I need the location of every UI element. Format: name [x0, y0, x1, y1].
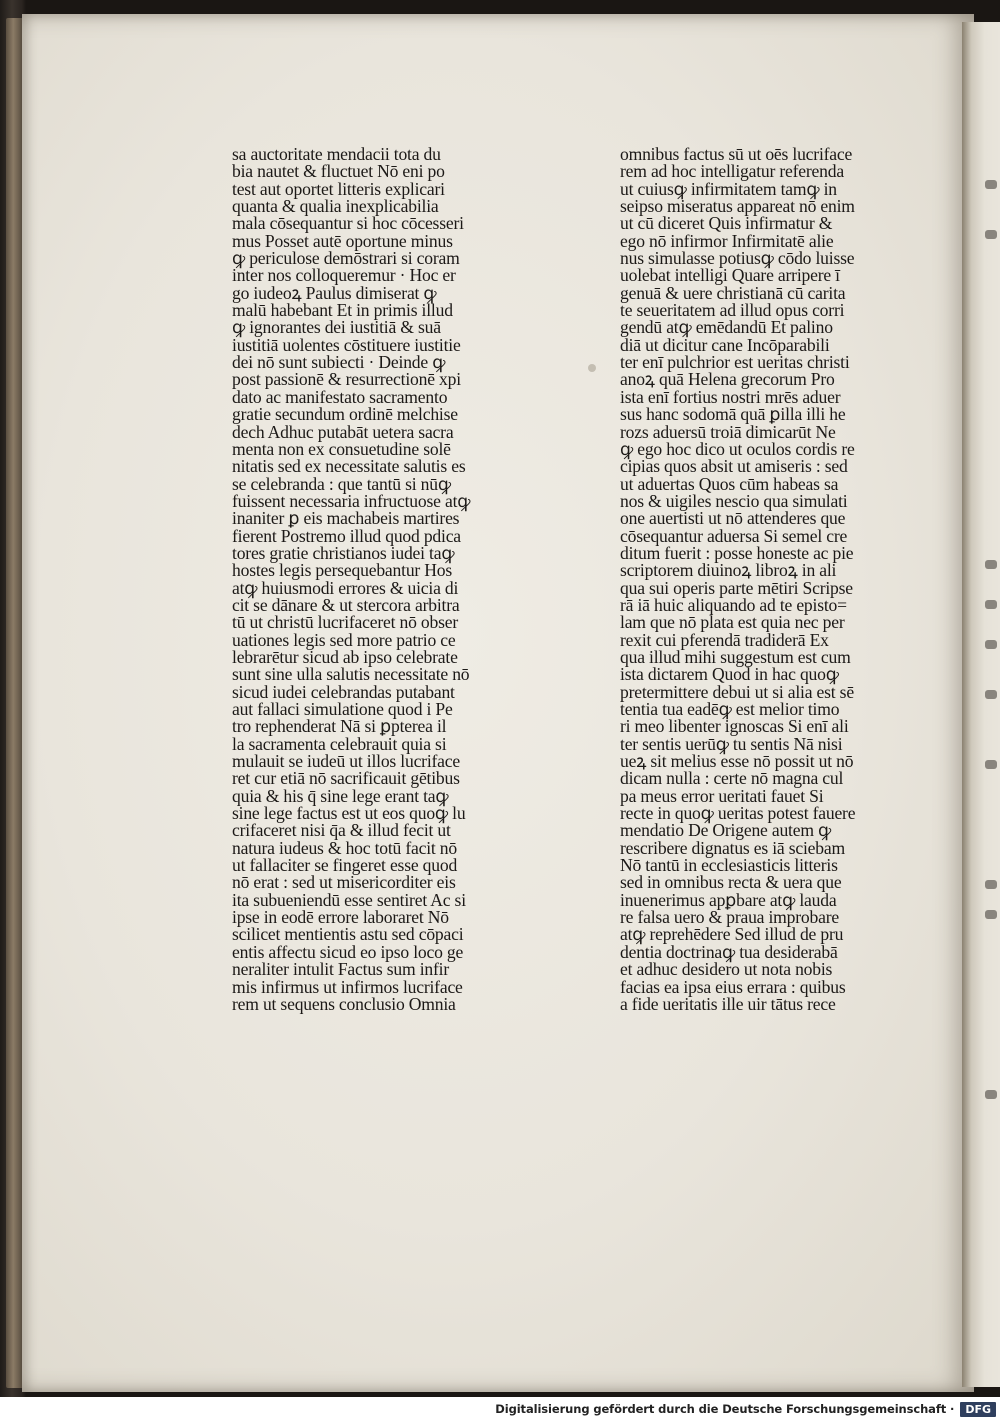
text-line: a fide ueritatis ille uir tātus rece [620, 993, 836, 1014]
text-line: ter enī pulchrior est ueritas christi [620, 352, 850, 373]
text-line: qua sui operis parte mētiri Scripse [620, 577, 853, 598]
text-line: ditum fuerit : posse honeste ac pie [620, 542, 854, 563]
text-line: test aut oportet litteris explicari [232, 178, 445, 199]
text-line: ꝙ ego hoc dico ut oculos cordis re [620, 438, 855, 459]
text-line: nos & uigiles nescio qua simulati [620, 490, 848, 511]
text-line: ipse in eodē errore laboraret Nō [232, 907, 449, 928]
text-line: ri meo libenter ignoscas Si enī ali [620, 716, 849, 737]
text-line: iustitiā uolentes cōstituere iustitie [232, 334, 461, 355]
text-line: nō erat : sed ut misericorditer eis [232, 872, 456, 893]
text-line: gratie secundum ordinē melchise [232, 404, 458, 425]
text-line: ꝙ ignorantes dei iustitiā & suā [232, 317, 441, 338]
text-line: one auertisti ut nō attenderes que [620, 508, 846, 529]
text-line: lam que nō plata est quia nec per [620, 612, 845, 633]
text-line: mus Posset autē oportune minus [232, 230, 453, 251]
text-line: gendū atꝙ emēdandū Et palino [620, 317, 833, 338]
text-line: dentia doctrinaꝙ tua desiderabā [620, 941, 838, 962]
text-line: pretermittere debui ut si alia est sē [620, 681, 854, 702]
right-text-column [620, 146, 920, 1013]
text-line: post passionē & resurrectionē xpi [232, 369, 461, 390]
text-line: inaniter ꝑ eis machabeis martires [232, 508, 460, 529]
text-line: sed in omnibus recta & uera que [620, 872, 842, 893]
text-line: omnibus factus sū ut oēs lucriface [620, 144, 853, 164]
text-line: scriptorem diuinoꝝ libroꝝ in ali [620, 560, 837, 581]
text-line: inuenerimus apꝑbare atꝙ lauda [620, 889, 837, 910]
left-text-column [232, 146, 532, 1013]
text-line: neraliter intulit Factus sum infir [232, 959, 449, 980]
adjacent-page-text-fragment [985, 180, 997, 189]
text-line: sine lege factus est ut eos quoꝙ lu [232, 803, 466, 824]
text-line: go iudeoꝝ Paulus dimiserat ꝙ [232, 282, 437, 303]
text-line: ut aduertas Quos cūm habeas sa [620, 473, 839, 494]
text-line: te seueritatem ad illud opus corri [620, 300, 845, 321]
text-line: qua illud mihi suggestum est cum [620, 646, 851, 667]
text-line: tū ut christū lucrifaceret nō obser [232, 612, 459, 633]
text-line: aut fallaci simulatione quod i Pe [232, 699, 453, 719]
text-line: diā ut dicitur cane Incōparabili [620, 334, 830, 355]
text-line: fuissent necessaria infructuose atꝙ [232, 490, 471, 511]
adjacent-page-text-fragment [985, 230, 997, 239]
text-line: ueꝝ sit melius esse nō possit ut nō [620, 751, 854, 772]
text-line: la sacramenta celebrauit quia si [232, 733, 447, 754]
text-line: mulauit se iudeū ut illos lucriface [232, 751, 461, 772]
text-line: ꝙ periculose demōstrari si coram [232, 248, 460, 269]
footer-bar [0, 1397, 1000, 1421]
text-line: ista enī fortius nostri mrēs aduer [620, 386, 841, 407]
text-line: rexit cui pferendā tradiderā Ex [620, 629, 829, 650]
text-line: ter sentis uerūꝙ tu sentis Nā nisi [620, 733, 843, 754]
text-line: ret cur etiā nō sacrificauit gētibus [232, 768, 460, 789]
text-line: fierent Postremo illud quod pdica [232, 525, 461, 546]
text-line: mis infirmus ut infirmos lucriface [232, 976, 463, 997]
text-line: facias ea ipsa eius errara : quibus [620, 976, 846, 997]
text-line: bia nautet & fluctuet Nō eni po [232, 161, 445, 182]
text-line: tentia tua eadēꝙ est melior timo [620, 699, 840, 719]
text-line: mendatio De Origene autem ꝙ [620, 820, 832, 841]
adjacent-page-text-fragment [985, 600, 997, 609]
text-line: uolebat intelligi Quare arripere ī [620, 265, 840, 286]
adjacent-page-text-fragment [985, 560, 997, 569]
text-line: Nō tantū in ecclesiasticis litteris [620, 855, 838, 876]
text-line: ut cū diceret Quis infirmatur & [620, 213, 833, 234]
text-line: rescribere dignatus es iā sciebam [620, 837, 845, 858]
text-line: lebrarētur sicud ab ipso celebrate [232, 646, 458, 667]
text-line: natura iudeus & hoc totū facit nō [232, 837, 457, 858]
adjacent-page-text-fragment [985, 760, 997, 769]
text-line: quia & his q̄ sine lege erant taꝙ [232, 785, 449, 806]
text-line: rozs aduersū troiā dimicarūt Ne [620, 421, 836, 442]
adjacent-page-text-fragment [985, 690, 997, 699]
text-line: malū habebant Et in primis illud [232, 300, 453, 321]
text-line: mala cōsequantur si hoc cōcesseri [232, 213, 464, 234]
text-line: tores gratie christianos iudei taꝙ [232, 542, 455, 563]
text-line: cit se dānare & ut stercora arbitra [232, 594, 460, 615]
text-line: dicam nulla : certe nō magna cul [620, 768, 844, 789]
text-line: rem ad hoc intelligatur referenda [620, 161, 844, 182]
text-line: rā iā huic aliquando ad te episto= [620, 594, 847, 615]
text-line: tro rephenderat Nā si ꝑpterea il [232, 716, 447, 737]
text-line: sa auctoritate mendacii tota du [232, 144, 441, 164]
text-line: ut fallaciter se fingeret esse quod [232, 855, 458, 876]
text-line: nus simulasse potiusꝙ cōdo luisse [620, 248, 855, 269]
text-line: re falsa uero & praua improbare [620, 907, 839, 928]
text-line: dei nō sunt subiecti · Deinde ꝙ [232, 352, 446, 373]
text-line: ut cuiusꝙ infirmitatem tamꝙ in [620, 178, 837, 199]
text-line: crifaceret nisi q̄a & illud fecit ut [232, 820, 451, 841]
text-line: quanta & qualia inexplicabilia [232, 196, 439, 217]
text-line: pa meus error ueritati fauet Si [620, 785, 824, 806]
page-smudge [588, 364, 596, 372]
text-line: dech Adhuc putabāt uetera sacra [232, 421, 454, 442]
text-line: se celebranda : que tantū si nūꝙ [232, 473, 451, 494]
adjacent-page-text-fragment [985, 1090, 997, 1099]
text-line: et adhuc desidero ut nota nobis [620, 959, 833, 980]
text-line: sicud iudei celebrandas putabant [232, 681, 455, 702]
text-line: cōsequantur aduersa Si semel cre [620, 525, 848, 546]
text-line: nitatis sed ex necessitate salutis es [232, 456, 466, 477]
text-line: ita subueniendū esse sentiret Ac si [232, 889, 466, 910]
text-line: inter nos colloqueremur · Hoc er [232, 265, 456, 286]
text-line: seipso miseratus appareat nō enim [620, 196, 855, 217]
text-line: anoꝝ quā Helena grecorum Pro [620, 369, 835, 390]
text-line: ista dictarem Quod in hac quoꝙ [620, 664, 839, 685]
adjacent-page-text-fragment [985, 880, 997, 889]
text-line: menta non ex consuetudine solē [232, 438, 451, 459]
adjacent-page-text-fragment [985, 640, 997, 649]
funding-notice: Digitalisierung gefördert durch die Deutsche Forschungsgemeinschaft · [495, 1402, 955, 1416]
text-line: dato ac manifestato sacramento [232, 386, 448, 407]
dfg-logo: DFG [960, 1402, 996, 1417]
text-line: hostes legis persequebantur Hos [232, 560, 453, 581]
text-line: atꝙ reprehēdere Sed illud de pru [620, 924, 844, 945]
text-line: ego nō infirmor Infirmitatē alie [620, 230, 834, 251]
text-line: sus hanc sodomā quā ꝑilla illi he [620, 404, 846, 425]
text-line: genuā & uere christianā cū carita [620, 282, 846, 303]
text-line: sunt sine ulla salutis necessitate nō [232, 664, 470, 685]
text-line: cipias quos absit ut amiseris : sed [620, 456, 848, 477]
text-line: entis affectu sicud eo ipso loco ge [232, 941, 464, 962]
adjacent-page-edge [962, 22, 1000, 1387]
adjacent-page-text-fragment [985, 910, 997, 919]
text-line: recte in quoꝙ ueritas potest fauere [620, 803, 856, 824]
text-line: rem ut sequens conclusio Omnia [232, 993, 456, 1014]
text-line: atꝙ huiusmodi errores & uicia di [232, 577, 459, 598]
text-line: uationes legis sed more patrio ce [232, 629, 456, 650]
text-line: scilicet mentientis astu sed cōpaci [232, 924, 464, 945]
